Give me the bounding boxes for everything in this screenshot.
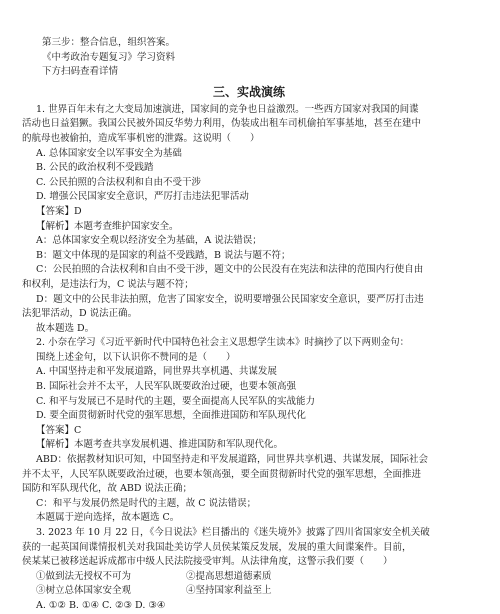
q1-analysis-line: D：题文中的公民非法拍照，危害了国家安全，说明要增强公民国家安全意识，要严厉打击违 [36, 293, 424, 305]
q1-analysis-line: C：公民拍照的合法权利和自由不受干涉，题文中的公民没有在宪法和法律的范围内行使自由 [36, 264, 424, 276]
q2-option-a: A. 中国坚持走和平发展道路，同世界共享机遇、共谋发展 [36, 366, 277, 378]
q3-choice-1: ①做到法无授权不可为 [36, 570, 132, 582]
q3-stem-line: 3. 2023 年 10 月 22 日，《今日说法》栏目播出的《迷失境外》披露了四川省国家安全机关破 [36, 527, 430, 538]
q2-analysis-line: 国防和军队现代化，故 ABD 说法正确； [22, 483, 192, 495]
intro-scan-link[interactable]: 下方扫码查看详情 [42, 66, 119, 78]
q3-choice-4: ④坚持国家利益至上 [186, 585, 272, 597]
q1-option-b: B. 公民的政治权利不受践踏 [36, 162, 154, 174]
q2-option-b: B. 国际社会并不太平，人民军队既要政治过硬，也要本领高强 [36, 381, 297, 393]
q2-answer: 【答案】C [36, 424, 82, 436]
q1-analysis-line: 和权利，是违法行为，C 说法与题不符； [22, 278, 194, 290]
q3-choice-3: ③树立总体国家安全观 [36, 585, 132, 597]
q1-stem-line: 1. 世界百年未有之大变局加速演进，国家间的竞争也日益激烈。一些西方国家对我国的间谍 [36, 103, 419, 115]
q2-stem-line: 2. 小奈在学习《习近平新时代中国特色社会主义思想学生读本》时摘抄了以下两则金句： [36, 337, 410, 349]
q2-analysis-line: 本题属于逆向选择，故本题选 C。 [36, 512, 180, 524]
q3-choices-row [22, 570, 476, 585]
q3-choice-2: ②提高思想道德素质 [186, 570, 272, 582]
q2-analysis-line: 并不太平，人民军队既要政治过硬，也要本领高强，要全面贯彻新时代党的强军思想，全面推进 [22, 468, 422, 480]
q3-options: A. ①② B. ①④ C. ②③ D. ③④ [36, 599, 166, 611]
q2-analysis-line: C：和平与发展仍然是时代的主题，故 C 说法错误； [36, 497, 257, 509]
intro-book: 《中考政治专题复习》学习资料 [42, 51, 176, 63]
q1-analysis-line: B：题文中体现的是国家的利益不受践踏，B 说法与题不符； [36, 249, 291, 261]
question-2 [22, 336, 476, 526]
question-3 [22, 526, 476, 614]
q2-stem-line: 围绕上述金句，以下认识你不赞同的是（ ） [36, 351, 236, 363]
question-1 [22, 103, 476, 337]
q1-stem-line: 活动也日益猖獗。我国公民被外国反华势力利用，伪装成出租车司机偷拍军事基地，甚至在建中 [22, 118, 422, 130]
q2-option-d: D. 要全面贯彻新时代党的强军思想，全面推进国防和军队现代化 [36, 410, 306, 422]
q3-stem-line: 获的一起英国间谍情报机关对我国赴美访学人员侯某策反发展，发展的重大间谍案件。目前， [22, 541, 412, 553]
q2-option-c: C. 和平与发展已不是时代的主题，要全面提高人民军队的实战能力 [36, 395, 315, 407]
q1-analysis-line: 法犯罪活动，D 说法正确。 [22, 308, 138, 320]
q1-option-a: A. 总体国家安全以军事安全为基础 [36, 147, 182, 159]
q3-stem-line: 侯某某已被移送起诉成都市中级人民法院接受审判。从法律角度，这警示我们要（ ） [22, 556, 393, 568]
q2-analysis-line: 【解析】本题考查共享发展机遇、推进国防和军队现代化。 [36, 439, 284, 451]
q1-option-d: D. 增强公民国家安全意识，严厉打击违法犯罪活动 [36, 191, 249, 203]
q1-answer: 【答案】D [36, 205, 82, 217]
intro-step3: 第三步：整合信息，组织答案。 [42, 37, 176, 48]
q1-analysis-line: 【解析】本题考查维护国家安全。 [36, 220, 179, 232]
q2-analysis-line: ABD：依据教材知识可知，中国坚持走和平发展道路，同世界共享机遇、共谋发展，国际社会 [36, 454, 428, 466]
q1-stem-line: 的航母也被偷拍，造成军事机密的泄露。这说明（ ） [22, 132, 260, 144]
q1-option-c: C. 公民拍照的合法权利和自由不受干涉 [36, 176, 201, 188]
q1-analysis-line: A：总体国家安全观以经济安全为基础，A 说法错误； [36, 235, 262, 247]
q3-choices-row [22, 584, 476, 599]
q1-analysis-line: 故本题选 D。 [36, 322, 95, 334]
section-title: 三、实战演练 [212, 84, 285, 99]
